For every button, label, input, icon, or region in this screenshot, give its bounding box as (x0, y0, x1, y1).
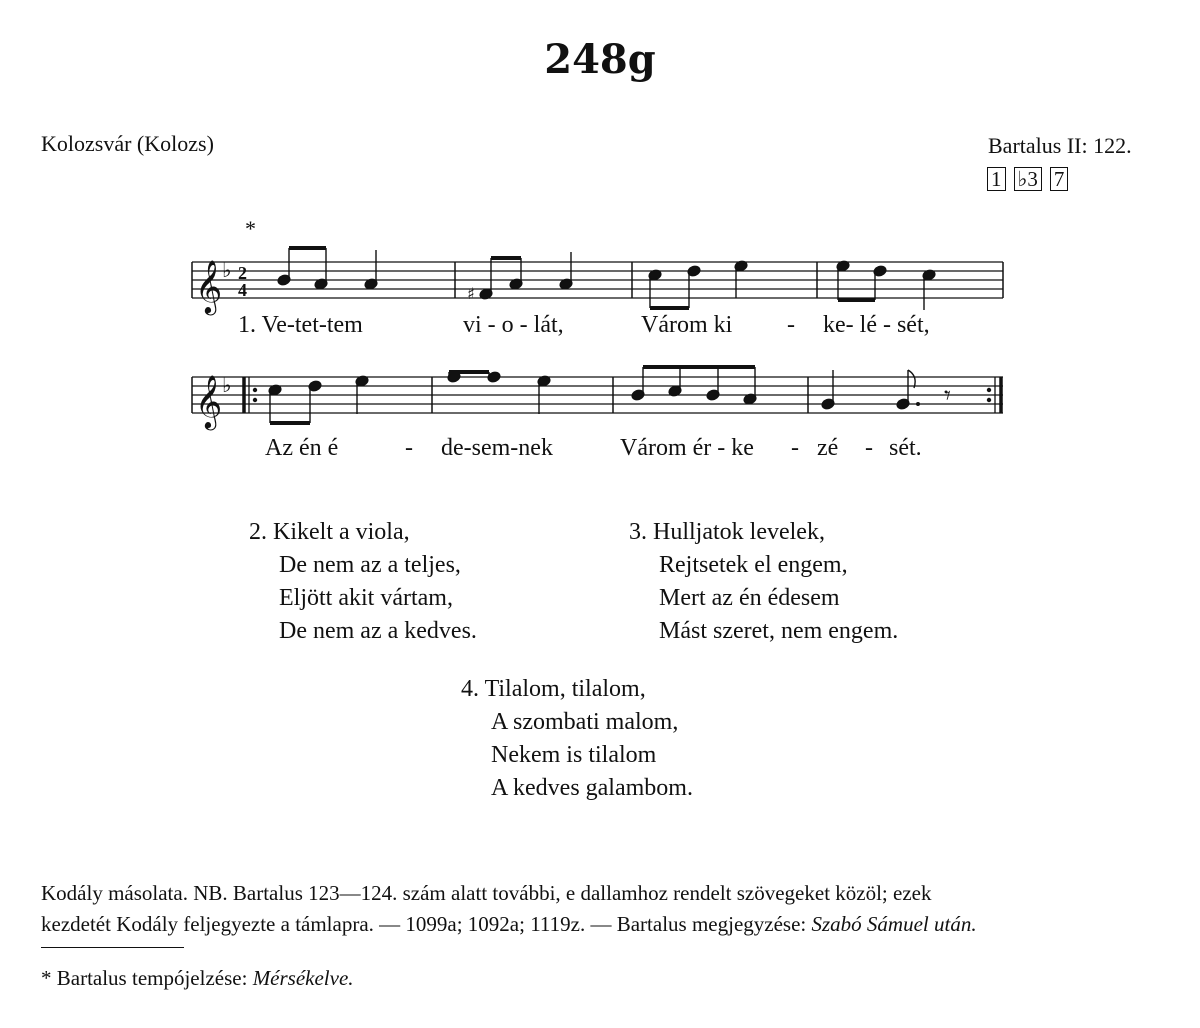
lyric-syllable: sét. (889, 435, 922, 461)
footnote-italic: Mérsékelve. (252, 966, 354, 990)
lyric-syllable: vi - o - lát, (463, 312, 564, 338)
classification-box: 1 (987, 167, 1006, 191)
stanza-line: Rejtsetek el engem, (659, 552, 848, 578)
stanza-line: Eljött akit vártam, (279, 585, 453, 611)
staff-1-notes (277, 248, 936, 310)
eighth-rest-icon: 𝄾 (944, 381, 951, 411)
stanza-line: De nem az a teljes, (279, 552, 461, 578)
flat-icon: ♭ (222, 258, 232, 282)
stanza-line: 2. Kikelt a viola, (249, 519, 410, 545)
source-reference: Bartalus II: 122. (988, 133, 1132, 158)
flat-icon: ♭ (222, 373, 232, 397)
treble-clef-icon: 𝄞 (195, 259, 223, 313)
note-text: kezdetét Kodály feljegyezte a támlapra. — 1099a; 1092a; 1119z. — Bartalus megjegyzése: (41, 912, 812, 936)
editorial-note (41, 878, 1166, 940)
lyric-syllable: zé (817, 435, 839, 461)
lyric-syllable: - (865, 435, 873, 461)
time-signature-top: 2 (238, 263, 247, 283)
stanza-line: A kedves galambom. (491, 775, 693, 801)
lyric-syllable: Várom ki (641, 312, 733, 338)
classification-box: 7 (1050, 167, 1069, 191)
treble-clef-icon: 𝄞 (195, 374, 223, 428)
collection-location: Kolozsvár (Kolozs) (41, 131, 214, 156)
stanza-line: 4. Tilalom, tilalom, (461, 676, 646, 702)
stanza-line: Mást szeret, nem engem. (659, 618, 899, 644)
footnote-text: * Bartalus tempójelzése: (41, 966, 253, 990)
lyric-syllable: 1. Ve-tet-tem (238, 312, 363, 338)
tempo-asterisk: * (245, 216, 256, 241)
lyric-syllable: - (791, 435, 799, 461)
stanza-line: A szombati malom, (491, 709, 679, 735)
svg-text:♯: ♯ (467, 284, 475, 303)
time-signature-bottom: 4 (238, 280, 247, 300)
lyric-syllable: Várom ér - ke (620, 435, 754, 461)
page-title: 248g (544, 36, 656, 83)
note-italic: Szabó Sámuel után. (811, 912, 977, 936)
footnote-divider (41, 947, 184, 948)
stanza-line: Nekem is tilalom (491, 742, 657, 768)
note-line (41, 909, 1166, 940)
footnote (41, 966, 354, 991)
stanza-line: 3. Hulljatok levelek, (629, 519, 825, 545)
stanza-3 (629, 516, 898, 648)
lyric-syllable: de-sem-nek (441, 435, 553, 461)
stanza-4 (461, 673, 693, 805)
stanza-2 (249, 516, 477, 648)
lyric-syllable: - (787, 312, 795, 338)
note-line: Kodály másolata. NB. Bartalus 123—124. szám alatt további, e dallamhoz rendelt szövegeket közöl; ezek (41, 881, 932, 905)
classification-box: ♭3 (1014, 167, 1042, 191)
lyric-syllable: - (405, 435, 413, 461)
music-score (0, 0, 1200, 470)
stanza-line: De nem az a kedves. (279, 618, 477, 644)
lyric-syllable: Az én é (265, 435, 339, 461)
lyric-syllable: ke- lé - sét, (823, 312, 930, 338)
stanza-line: Mert az én édesem (659, 585, 840, 611)
